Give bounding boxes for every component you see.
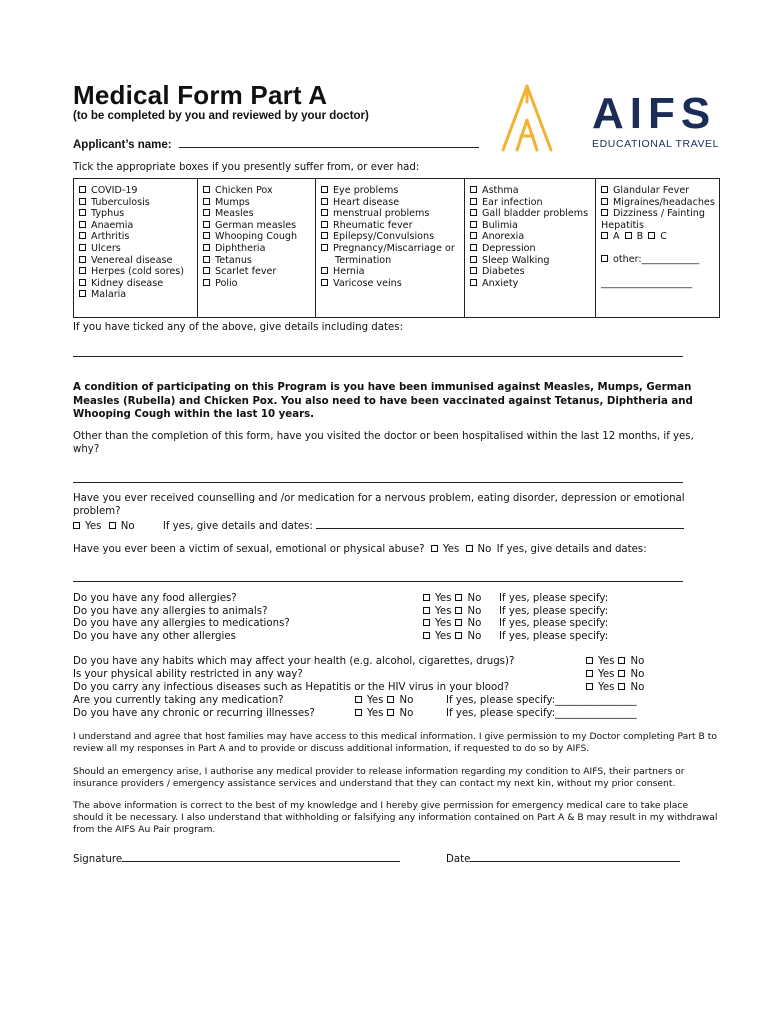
- condition-label: Malaria: [91, 289, 127, 301]
- condition-item[interactable]: Migraines/headaches: [601, 197, 715, 209]
- abuse-question: Have you ever been a victim of sexual, emotional or physical abuse?: [73, 544, 425, 555]
- condition-label: Scarlet fever: [215, 266, 277, 278]
- allergy-no-checkbox[interactable]: [455, 632, 462, 639]
- checkbox[interactable]: [203, 209, 210, 216]
- condition-label: Herpes (cold sores): [91, 266, 185, 278]
- details-prompt: If you have ticked any of the above, give details including dates:: [73, 322, 404, 333]
- allergy-specify: If yes, please specify:: [499, 618, 609, 630]
- details-answer-line[interactable]: [73, 355, 683, 357]
- medication-answer: [355, 708, 413, 719]
- no-label: No: [630, 656, 645, 667]
- no-label: No: [467, 618, 482, 630]
- date-row: [446, 850, 680, 865]
- condition-label: Arthritis: [91, 231, 130, 243]
- conditions-column-4: [465, 179, 596, 318]
- date-field[interactable]: [470, 850, 680, 862]
- condition-item[interactable]: [203, 231, 311, 243]
- condition-label: Ulcers: [91, 242, 121, 254]
- no-label: No: [467, 605, 482, 617]
- condition-item[interactable]: [79, 197, 193, 209]
- habit-answer: [586, 656, 644, 667]
- medication-yes-no: [355, 708, 413, 719]
- hepatitis-a-checkbox[interactable]: [601, 232, 608, 239]
- habit-question: Do you have any habits which may affect your health (e.g. alcohol, cigarettes, drugs)?: [73, 656, 515, 667]
- logo-wordmark: AIFS: [592, 89, 717, 138]
- condition-item[interactable]: [79, 208, 193, 220]
- checkbox[interactable]: [203, 198, 210, 205]
- habit-yes-checkbox[interactable]: [586, 657, 593, 664]
- condition-label: Asthma: [482, 185, 519, 196]
- habit-yes-checkbox[interactable]: [586, 670, 593, 677]
- applicant-name-label: Applicant’s name:: [73, 139, 172, 151]
- condition-label: Rheumatic fever: [333, 219, 413, 231]
- habit-question: Is your physical ability restricted in any way?: [73, 669, 303, 680]
- condition-label: Venereal disease: [91, 254, 173, 266]
- condition-item[interactable]: [203, 185, 311, 197]
- signature-label: Signature: [73, 854, 123, 865]
- checkbox[interactable]: [79, 198, 86, 205]
- counselling-answer-row: Yes No If yes, give details and dates:: [73, 517, 684, 532]
- condition-label: Anaemia: [91, 219, 134, 231]
- condition-label: menstrual problems: [333, 208, 430, 220]
- condition-label: Diphtheria: [215, 242, 266, 254]
- condition-label: Epilepsy/Convulsions: [333, 231, 435, 243]
- condition-item[interactable]: [79, 185, 193, 197]
- condition-label: Eye problems: [333, 185, 399, 196]
- checkbox[interactable]: [203, 267, 210, 274]
- aifs-a-mark-icon: [497, 80, 567, 154]
- checkbox[interactable]: [470, 221, 477, 228]
- yes-label: Yes: [435, 630, 452, 642]
- condition-item[interactable]: [203, 255, 311, 267]
- allergy-answer: [423, 631, 481, 642]
- allergy-no-checkbox[interactable]: [455, 607, 462, 614]
- condition-item[interactable]: [321, 243, 460, 255]
- condition-item[interactable]: [470, 208, 591, 220]
- signature-field[interactable]: [122, 850, 400, 862]
- no-label: No: [630, 669, 645, 680]
- checkbox[interactable]: [79, 244, 86, 251]
- checkbox[interactable]: [601, 198, 608, 205]
- no-label: No: [630, 682, 645, 693]
- yes-label: Yes: [435, 593, 452, 604]
- medication-yes-no: [355, 695, 413, 706]
- checkbox[interactable]: [321, 232, 328, 239]
- allergy-question: Do you have any food allergies?: [73, 593, 237, 604]
- yes-label: Yes: [367, 708, 384, 719]
- abuse-details-label: If yes, give details and dates:: [496, 544, 647, 555]
- checkbox[interactable]: [203, 244, 210, 251]
- condition-label: Tuberculosis: [91, 196, 150, 208]
- checkbox[interactable]: [470, 186, 477, 193]
- other-details-line[interactable]: ___________________: [601, 277, 693, 289]
- allergy-yes-checkbox[interactable]: [423, 632, 430, 639]
- checkbox[interactable]: [321, 244, 328, 251]
- abuse-yes-checkbox[interactable]: [431, 545, 438, 552]
- medication-no-checkbox[interactable]: [387, 696, 394, 703]
- yes-label: Yes: [598, 682, 615, 693]
- yes-label: Yes: [367, 695, 384, 706]
- checkbox[interactable]: [79, 209, 86, 216]
- date-label: Date: [446, 854, 471, 865]
- no-label: No: [399, 695, 414, 706]
- allergy-no-checkbox[interactable]: [455, 594, 462, 601]
- checkbox[interactable]: [470, 267, 477, 274]
- condition-item[interactable]: [470, 220, 591, 232]
- allergy-yes-checkbox[interactable]: [423, 619, 430, 626]
- condition-label: Whooping Cough: [215, 231, 298, 243]
- habit-question: Do you carry any infectious diseases such as Hepatitis or the HIV virus in your blood?: [73, 682, 510, 693]
- allergy-specify: If yes, please specify:: [499, 605, 609, 617]
- applicant-name-row: [73, 136, 479, 151]
- yes-label: Yes: [598, 656, 615, 667]
- conditions-table: [73, 178, 720, 318]
- medication-question: Do you have any chronic or recurring illnesses?: [73, 708, 315, 719]
- condition-item[interactable]: [321, 185, 460, 197]
- checkbox[interactable]: [470, 256, 477, 263]
- consent-declaration: The above information is correct to the best of my knowledge and I hereby give permission for emergency medical care to take place should it be necessary. I also understand that withholding or falsifying any information contained on Part A & B may result in my withdrawal from the AIFS Au Pair program.: [73, 800, 718, 835]
- checkbox[interactable]: [321, 221, 328, 228]
- allergy-no-checkbox[interactable]: [455, 619, 462, 626]
- habit-yes-no: [586, 682, 644, 693]
- condition-label: Measles: [215, 208, 254, 220]
- yes-label: Yes: [435, 618, 452, 630]
- consent-emergency: Should an emergency arise, I authorise any medical provider to release information regarding my condition to AIFS, their partners or insurance providers / emergency assistance services and understand that they can contact my next kin, without my prior consent.: [73, 766, 685, 789]
- checkbox[interactable]: [321, 279, 328, 286]
- checkbox[interactable]: [470, 279, 477, 286]
- allergy-yes-no: [423, 593, 481, 604]
- conditions-column-5: [596, 179, 720, 318]
- condition-item[interactable]: [321, 220, 460, 232]
- no-label: No: [467, 593, 482, 604]
- condition-item[interactable]: [321, 278, 460, 290]
- checkbox[interactable]: [321, 209, 328, 216]
- counselling-details-label: If yes, give details and dates:: [162, 521, 313, 532]
- condition-label: Polio: [215, 277, 238, 289]
- allergy-question: Do you have any other allergies: [73, 630, 236, 642]
- allergy-specify: If yes, please specify:: [499, 630, 609, 642]
- habit-yes-no: [586, 656, 644, 667]
- checkbox[interactable]: [203, 221, 210, 228]
- condition-item[interactable]: [470, 243, 591, 255]
- counselling-yes-checkbox[interactable]: [73, 522, 80, 529]
- hepatitis-c-checkbox[interactable]: [648, 232, 655, 239]
- condition-label: Anorexia: [482, 231, 525, 243]
- no-label: No: [467, 630, 482, 642]
- medication-specify: If yes, please specify:________________: [446, 695, 637, 706]
- condition-label: Typhus: [91, 208, 125, 220]
- condition-item[interactable]: [79, 278, 193, 290]
- condition-label: German measles: [215, 219, 297, 231]
- signature-row: [73, 850, 400, 865]
- checkbox[interactable]: [321, 186, 328, 193]
- habit-no-checkbox[interactable]: [618, 670, 625, 677]
- hepatitis-options: A B C: [601, 231, 715, 243]
- consent-host-families: I understand and agree that host families may have access to this medical information. I give permission to my Doctor completing Part B to review all my responses in Part A and to provide or discuss additional information, if requested to do so by AIFS.: [73, 731, 718, 754]
- allergy-specify: If yes, please specify:: [499, 593, 609, 604]
- checkbox[interactable]: [470, 232, 477, 239]
- tick-instructions: Tick the appropriate boxes if you presently suffer from, or ever had:: [73, 162, 420, 173]
- checkbox[interactable]: [79, 186, 86, 193]
- checkbox[interactable]: [79, 221, 86, 228]
- allergy-yes-checkbox[interactable]: [423, 607, 430, 614]
- condition-label: Gall bladder problems: [482, 208, 589, 220]
- hospital-question: Other than the completion of this form, have you visited the doctor or been hospitalised within the last 12 months, if yes, why?: [73, 431, 694, 455]
- habit-yes-checkbox[interactable]: [586, 683, 593, 690]
- checkbox[interactable]: [601, 186, 608, 193]
- condition-item[interactable]: Dizziness / Fainting: [601, 208, 715, 220]
- checkbox[interactable]: [321, 267, 328, 274]
- condition-item[interactable]: [321, 197, 460, 209]
- conditions-column-1: [74, 179, 198, 318]
- hepatitis-b-checkbox[interactable]: [625, 232, 632, 239]
- condition-label: Anxiety: [482, 277, 519, 289]
- condition-item[interactable]: [79, 220, 193, 232]
- immunisation-notice: A condition of participating on this Program is you have been immunised against Measles, Mumps, German Measles (Rubella) and Chicken Pox. You also need to have been vaccinated against Tetanus, Diphtheria and Whooping Cough within the last 10 years.: [73, 382, 693, 420]
- condition-label: Heart disease: [333, 196, 400, 208]
- condition-label: Chicken Pox: [215, 185, 273, 196]
- counselling-no-checkbox[interactable]: [109, 522, 116, 529]
- condition-item[interactable]: [470, 255, 591, 267]
- hospital-answer-line[interactable]: [73, 481, 683, 483]
- condition-item[interactable]: [203, 278, 311, 290]
- allergy-question: Do you have any allergies to medications?: [73, 618, 290, 630]
- condition-item[interactable]: [470, 266, 591, 278]
- allergy-answer: [423, 593, 481, 604]
- checkbox[interactable]: [470, 198, 477, 205]
- medication-specify: If yes, please specify:________________: [446, 708, 637, 719]
- condition-label: Tetanus: [215, 254, 252, 266]
- counselling-details-field[interactable]: [316, 517, 684, 529]
- medication-no-checkbox[interactable]: [387, 709, 394, 716]
- abuse-question-row: Have you ever been a victim of sexual, emotional or physical abuse? Yes No If yes, give details and dates:: [73, 544, 647, 555]
- conditions-column-2: [198, 179, 316, 318]
- aifs-logo: [497, 80, 722, 154]
- condition-item[interactable]: [79, 289, 193, 301]
- medication-yes-checkbox[interactable]: [355, 696, 362, 703]
- condition-item[interactable]: [79, 231, 193, 243]
- checkbox[interactable]: [601, 209, 608, 216]
- page-title: Medical Form Part A: [73, 80, 328, 110]
- condition-label: Hernia: [333, 266, 365, 278]
- checkbox[interactable]: [79, 256, 86, 263]
- checkbox[interactable]: [203, 186, 210, 193]
- habit-answer: [586, 682, 644, 693]
- condition-item[interactable]: [321, 208, 460, 220]
- allergy-yes-no: [423, 631, 481, 642]
- checkbox[interactable]: [470, 244, 477, 251]
- condition-label: Diabetes: [482, 266, 525, 278]
- condition-item[interactable]: [321, 231, 460, 243]
- allergy-yes-no: [423, 618, 481, 629]
- habit-no-checkbox[interactable]: [618, 683, 625, 690]
- allergy-question: Do you have any allergies to animals?: [73, 605, 268, 617]
- checkbox[interactable]: [470, 209, 477, 216]
- allergy-answer: [423, 606, 481, 617]
- medication-answer: [355, 695, 413, 706]
- condition-item-other[interactable]: other:____________: [601, 254, 715, 266]
- habit-no-checkbox[interactable]: [618, 657, 625, 664]
- condition-item[interactable]: [203, 220, 311, 232]
- medication-yes-checkbox[interactable]: [355, 709, 362, 716]
- condition-item[interactable]: [470, 197, 591, 209]
- checkbox[interactable]: [203, 232, 210, 239]
- counselling-question: Have you ever received counselling and /or medication for a nervous problem, eating disorder, depression or emotional problem?: [73, 493, 685, 517]
- checkbox[interactable]: [79, 232, 86, 239]
- condition-label: Kidney disease: [91, 277, 164, 289]
- checkbox[interactable]: [321, 198, 328, 205]
- condition-item[interactable]: [203, 208, 311, 220]
- allergy-yes-no: [423, 606, 481, 617]
- page-subtitle: (to be completed by you and reviewed by your doctor): [73, 110, 369, 122]
- checkbox[interactable]: [79, 267, 86, 274]
- condition-item[interactable]: [79, 243, 193, 255]
- checkbox[interactable]: [601, 255, 608, 262]
- conditions-column-3: [316, 179, 465, 318]
- yes-label: Yes: [598, 669, 615, 680]
- condition-label: Mumps: [215, 196, 250, 208]
- applicant-name-field[interactable]: [179, 136, 479, 148]
- logo-tagline: EDUCATIONAL TRAVEL: [592, 138, 720, 150]
- yes-label: Yes: [435, 605, 452, 617]
- condition-label: Pregnancy/Miscarriage or: [333, 242, 455, 254]
- condition-label: Depression: [482, 242, 536, 254]
- condition-item[interactable]: [203, 266, 311, 278]
- hepatitis-label: Hepatitis: [601, 219, 644, 231]
- checkbox[interactable]: [203, 256, 210, 263]
- condition-label: COVID-19: [91, 185, 138, 196]
- condition-label: Varicose veins: [333, 277, 402, 289]
- condition-label-continuation: Termination: [335, 254, 392, 266]
- condition-item[interactable]: [321, 266, 460, 278]
- abuse-no-checkbox[interactable]: [466, 545, 473, 552]
- condition-item[interactable]: [203, 243, 311, 255]
- condition-item[interactable]: [470, 278, 591, 290]
- condition-item[interactable]: [203, 197, 311, 209]
- condition-label: Ear infection: [482, 196, 543, 208]
- condition-label: Sleep Walking: [482, 254, 550, 266]
- habit-yes-no: [586, 669, 644, 680]
- condition-item[interactable]: [470, 185, 591, 197]
- condition-item[interactable]: Glandular Fever: [601, 185, 715, 197]
- no-label: No: [399, 708, 414, 719]
- condition-label: Bulimia: [482, 219, 518, 231]
- checkbox[interactable]: [79, 290, 86, 297]
- checkbox[interactable]: [79, 279, 86, 286]
- condition-item[interactable]: [470, 231, 591, 243]
- medication-question: Are you currently taking any medication?: [73, 695, 284, 706]
- checkbox[interactable]: [203, 279, 210, 286]
- condition-item[interactable]: [79, 266, 193, 278]
- abuse-answer-line[interactable]: [73, 580, 683, 582]
- condition-item[interactable]: [79, 255, 193, 267]
- allergy-yes-checkbox[interactable]: [423, 594, 430, 601]
- habit-answer: [586, 669, 644, 680]
- allergy-answer: [423, 618, 481, 629]
